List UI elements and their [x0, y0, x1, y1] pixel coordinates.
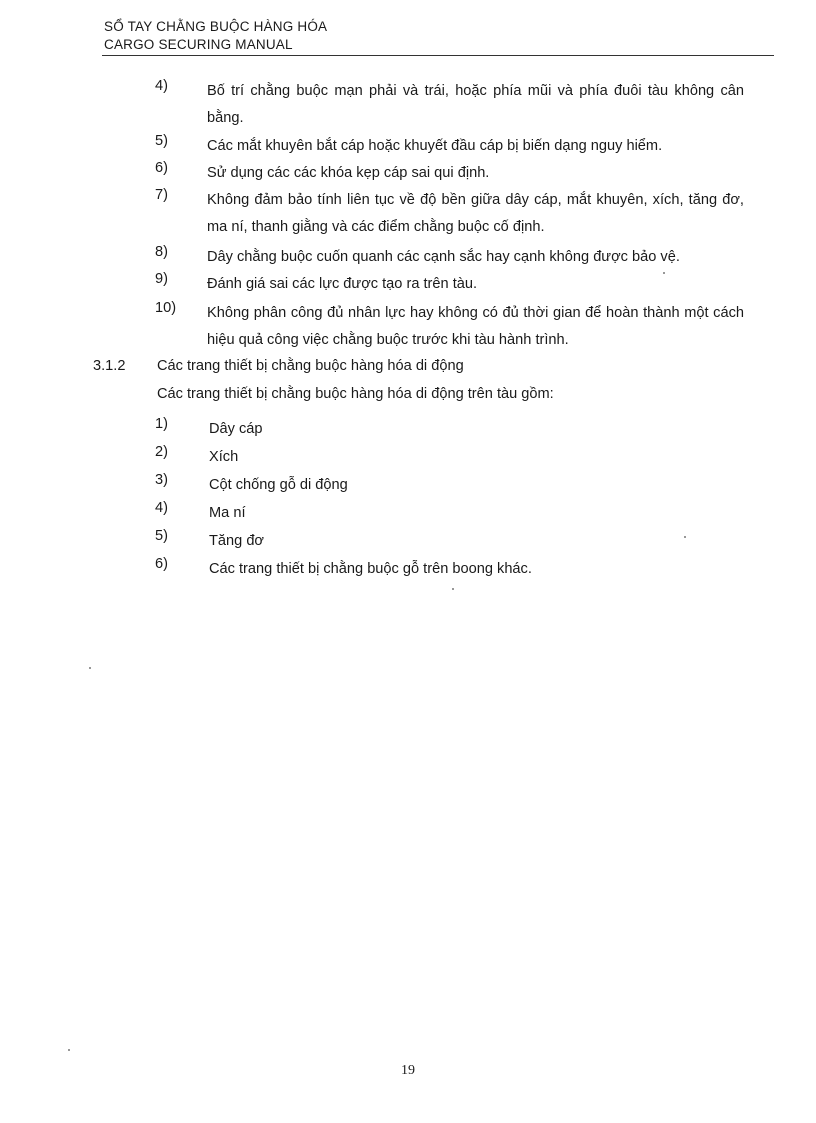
list-item-text: Đánh giá sai các lực được tạo ra trên tàu. [207, 276, 478, 292]
page-number: 19 [401, 1063, 415, 1078]
list-item-number: 10) [155, 300, 177, 316]
list-item-text: Không đảm bảo tính liên tục về độ bền giữa dây cáp, mắt khuyên, xích, tăng đơ, ma ní, thanh giằng và các điểm chằng buộc cố định. [207, 192, 744, 235]
list-item-text: Cột chống gỗ di động [209, 477, 348, 493]
header-title-en: CARGO SECURING MANUAL [104, 37, 293, 52]
scan-speck [684, 536, 686, 538]
list-item-text: Xích [209, 449, 239, 465]
list-item-text: Dây cáp [209, 421, 263, 437]
scan-speck [68, 1049, 70, 1051]
header-rule [102, 55, 774, 56]
list-item-number: 7) [155, 187, 168, 203]
list-item-text: Các trang thiết bị chằng buộc gỗ trên boong khác. [209, 561, 532, 577]
scan-speck [663, 272, 665, 274]
list-item-number: 6) [155, 160, 168, 176]
list-item-text: Dây chằng buộc cuốn quanh các cạnh sắc hay cạnh không được bảo vệ. [207, 249, 680, 265]
section-number: 3.1.2 [93, 358, 126, 374]
section-title: Các trang thiết bị chằng buộc hàng hóa di động [157, 358, 464, 374]
page-header [104, 18, 327, 54]
list-item-number: 5) [155, 528, 168, 544]
list-item-text: Ma ní [209, 505, 246, 521]
list-item-number: 2) [155, 444, 168, 460]
list-item-text: Không phân công đủ nhân lực hay không có đủ thời gian để hoàn thành một cách hiệu quả công việc chằng buộc trước khi tàu hành trình. [207, 305, 744, 348]
list-item-number: 8) [155, 244, 168, 260]
list-item-number: 6) [155, 556, 168, 572]
list-item-number: 3) [155, 472, 168, 488]
list-item-number: 9) [155, 271, 168, 287]
list-item-number: 4) [155, 78, 168, 94]
list-item-text: Các mắt khuyên bắt cáp hoặc khuyết đầu cáp bị biến dạng nguy hiểm. [207, 138, 663, 154]
list-item-text: Tăng đơ [209, 533, 265, 549]
scan-speck [89, 667, 91, 669]
list-item-text: Sử dụng các các khóa kẹp cáp sai qui định. [207, 165, 490, 181]
section-intro: Các trang thiết bị chằng buộc hàng hóa di động trên tàu gồm: [157, 386, 554, 402]
list-item-number: 4) [155, 500, 168, 516]
list-item-number: 5) [155, 133, 168, 149]
list-item-number: 1) [155, 416, 168, 432]
scan-speck [452, 588, 454, 590]
list-item-text: Bố trí chằng buộc mạn phải và trái, hoặc phía mũi và phía đuôi tàu không cân bằng. [207, 83, 744, 126]
header-title-vi: SỔ TAY CHẰNG BUỘC HÀNG HÓA [104, 19, 328, 34]
